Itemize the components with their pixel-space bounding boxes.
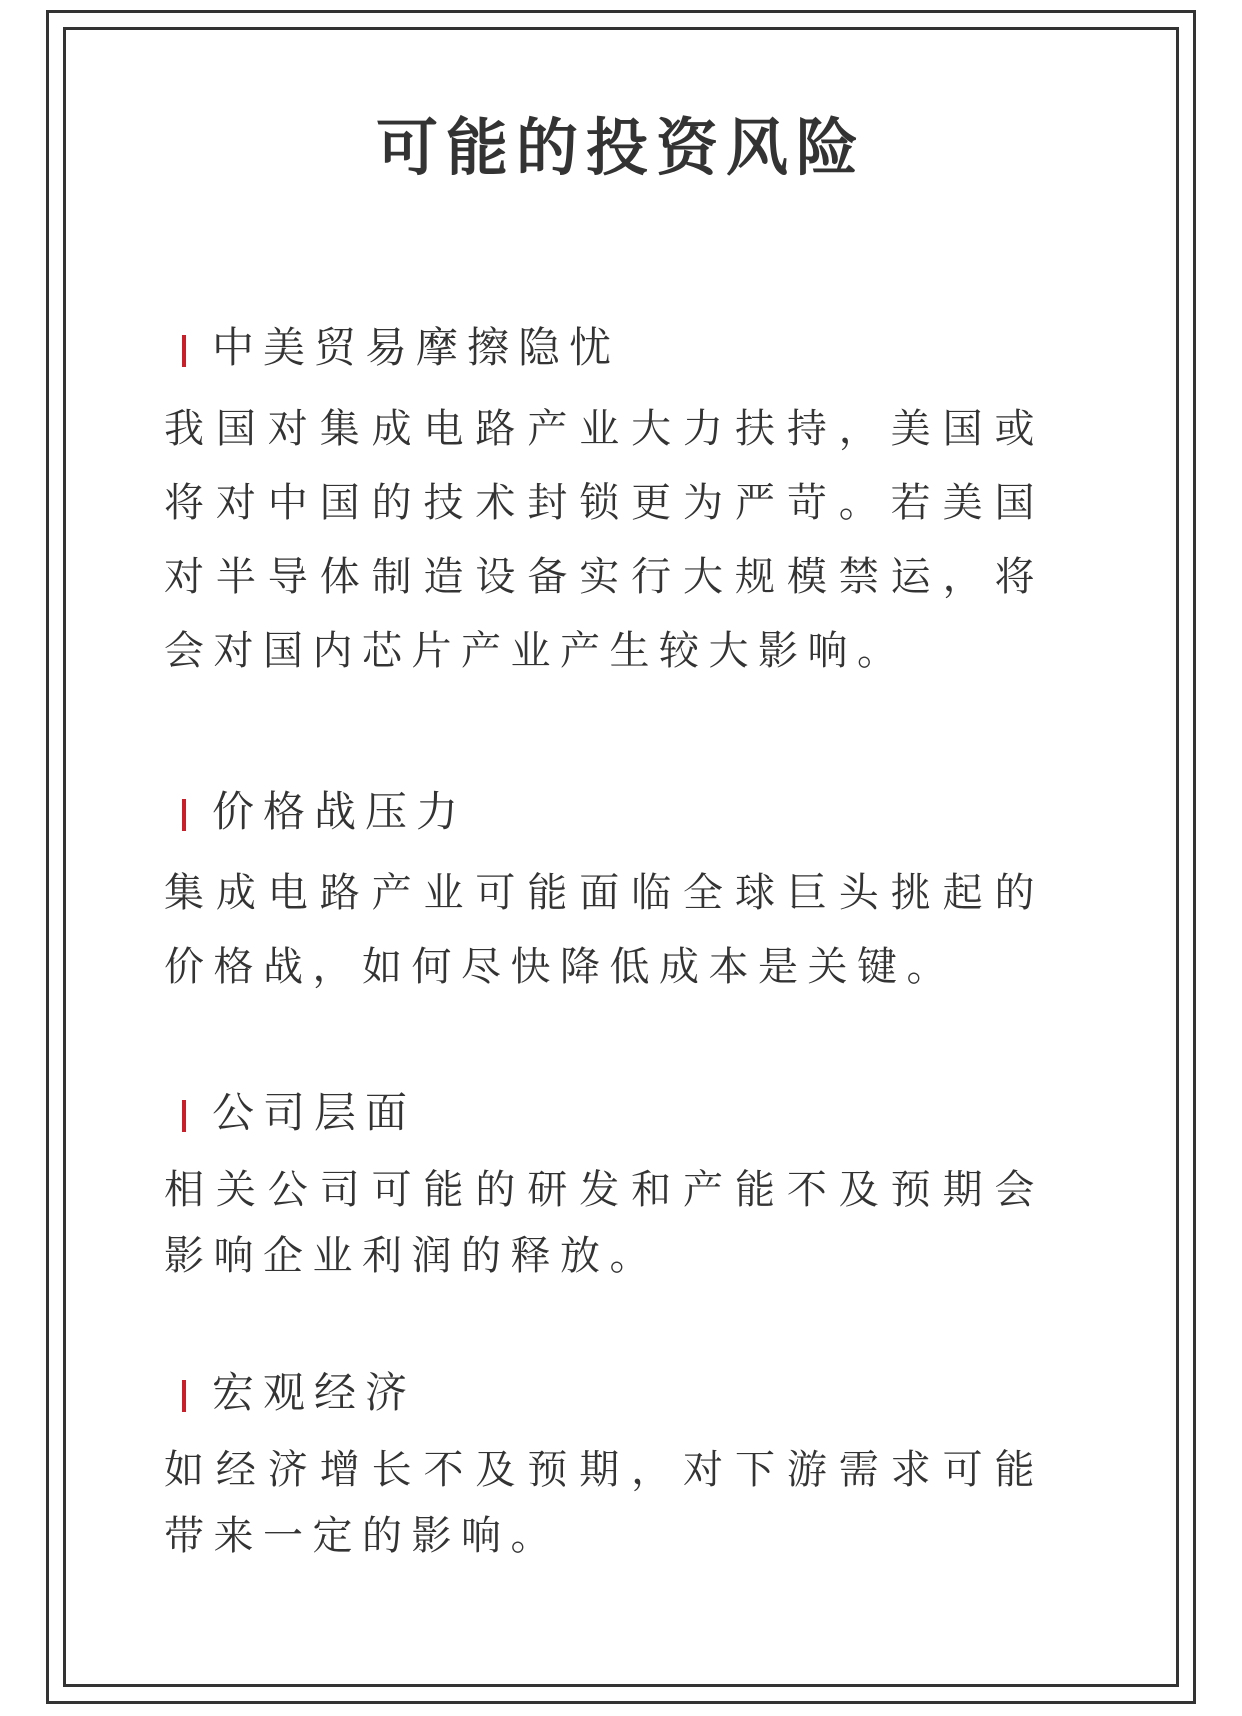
section-heading-text: 公司层面 xyxy=(212,1088,417,1137)
section-heading xyxy=(164,782,1044,842)
section-trade-friction xyxy=(164,318,1044,688)
section-heading xyxy=(164,318,1044,378)
section-heading xyxy=(164,1083,1044,1143)
section-body: 我国对集成电路产业大力扶持，美国或将对中国的技术封锁更为严苛。若美国对半导体制造设备实行大规模禁运，将会对国内芯片产业产生较大影响。 xyxy=(164,406,1044,674)
page-title: 可能的投资风险 xyxy=(375,111,866,184)
section-heading xyxy=(164,1363,1044,1423)
section-company-level xyxy=(164,1083,1044,1289)
heading-marker-bar xyxy=(182,1100,186,1132)
section-body: 相关公司可能的研发和产能不及预期会影响企业利润的释放。 xyxy=(164,1167,1044,1279)
section-heading-text: 价格战压力 xyxy=(212,787,468,836)
section-price-war xyxy=(164,782,1044,1004)
heading-marker-bar xyxy=(182,1380,186,1412)
section-body: 集成电路产业可能面临全球巨头挑起的价格战，如何尽快降低成本是关键。 xyxy=(164,870,1044,990)
section-heading-text: 宏观经济 xyxy=(212,1368,417,1417)
section-heading-text: 中美贸易摩擦隐忧 xyxy=(212,323,621,372)
heading-marker-bar xyxy=(182,335,186,367)
section-body: 如经济增长不及预期，对下游需求可能带来一定的影响。 xyxy=(164,1447,1044,1559)
heading-marker-bar xyxy=(182,799,186,831)
section-macro-economy xyxy=(164,1363,1044,1569)
